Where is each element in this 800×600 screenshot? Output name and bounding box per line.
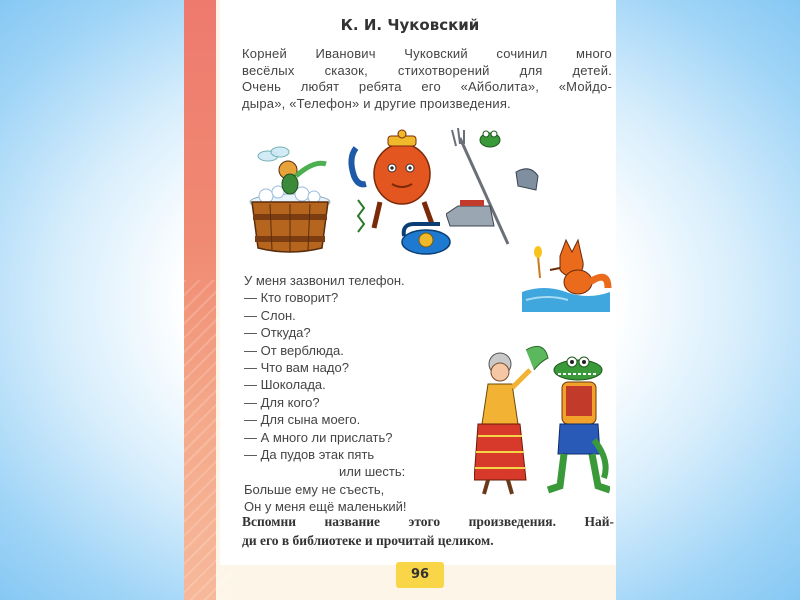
task-line: ди его в библиотеке и прочитай целиком. xyxy=(242,533,494,548)
poem-line: — Да пудов этак пять xyxy=(244,447,375,463)
poem-line: — Для сына моего. xyxy=(244,412,361,428)
task-instruction xyxy=(242,512,614,550)
poem-line: — Кто говорит? xyxy=(244,290,339,306)
poem-line: или шесть: xyxy=(339,464,406,480)
intro-line: весёлых сказок, стихотворений для детей. xyxy=(242,62,612,78)
intro-paragraph xyxy=(242,46,612,112)
poem xyxy=(244,272,484,516)
task-line: Вспомни название этого произведения. Най- xyxy=(242,514,614,529)
washtub-illustration xyxy=(244,140,336,254)
samovar-telephone-illustration xyxy=(344,128,454,260)
poem-line: — Слон. xyxy=(244,307,296,323)
poem-line: — Откуда? xyxy=(244,325,311,341)
poem-line: У меня зазвонил телефон. xyxy=(244,273,405,288)
textbook-page xyxy=(184,0,616,600)
poem-line: — Для кого? xyxy=(244,394,320,410)
intro-line: Очень любят ребята его «Айболита», «Мойдо- xyxy=(242,79,612,94)
fox-illustration xyxy=(520,230,612,312)
poem-line: — От верблюда. xyxy=(244,342,344,358)
page-number: 96 xyxy=(396,562,444,588)
poem-line: Больше ему не съесть, xyxy=(244,481,385,497)
poem-line: — А много ли прислать? xyxy=(244,429,393,445)
poem-line: — Шоколада. xyxy=(244,377,326,393)
page-title: К. И. Чуковский xyxy=(340,16,480,34)
intro-line: Корней Иванович Чуковский сочинил много xyxy=(242,46,612,61)
poem-line: — Что вам надо? xyxy=(244,360,349,376)
woman-crocodile-illustration xyxy=(474,340,610,500)
intro-line: дыра», «Телефон» и другие произведения. xyxy=(242,95,511,111)
poem-line: Он у меня ещё маленький! xyxy=(244,499,407,515)
